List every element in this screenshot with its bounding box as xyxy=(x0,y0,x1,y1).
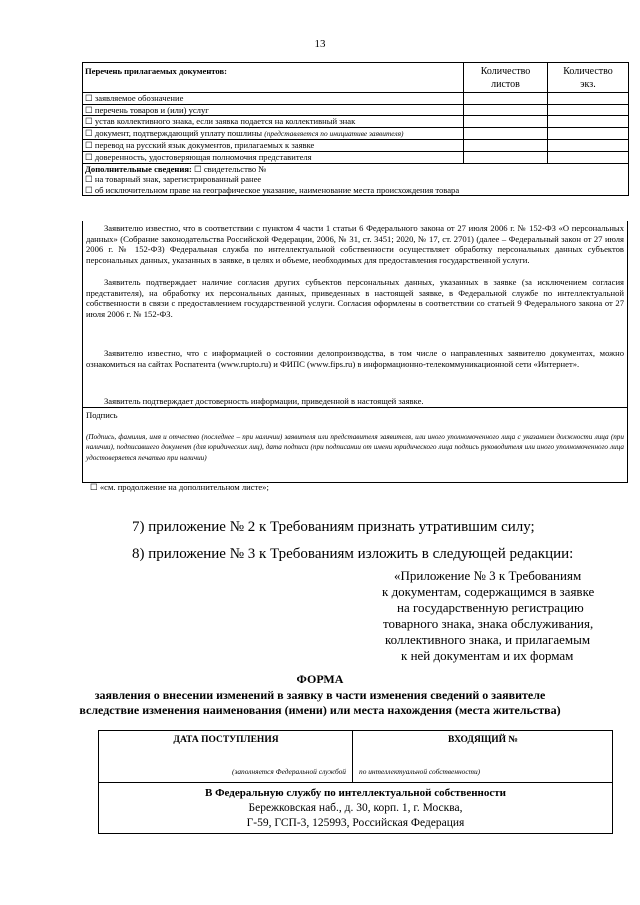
form-subtitle-1: заявления о внесении изменений в заявку в части изменения сведений о заявителе xyxy=(94,688,546,702)
paragraph-status-info: Заявителю известно, что с информацией о состоянии делопроизводства, в том числе о направленных заявителю документах, можно ознакомиться на сайтах Роспатента (www.rupto.ru) и ФИПС (www.fips.ru) в информационно-телекоммуникационной сети «Интернет». xyxy=(86,348,624,369)
copies-column-header: Количество экз. xyxy=(548,63,629,93)
paragraph-consent: Заявитель подтверждает наличие согласия других субъектов персональных данных, указанных в заявке (за исключением согласия представителя), на обработку их персональных данных, приведенных в настоящей заявке, в Федеральной службе по интеллектуальной собственности в связи с предоставлением государственной услуги. Согласия оформлены в соответствии со статьей 9 Федерального закона от 27 июля 2006 г. № 152-ФЗ. xyxy=(86,277,624,319)
addressee-block: В Федеральную службу по интеллектуальной собственности Бережковская наб., д. 30, корп. 1, г. Москва, Г-59, ГСП-3, 125993, Российская Федерация xyxy=(99,783,613,834)
doc-row[interactable]: ☐ устав коллективного знака, если заявка подается на коллективный знак xyxy=(83,116,464,128)
sheets-column-header: Количество листов xyxy=(464,63,548,93)
paragraph-personal-data: Заявителю известно, что в соответствии с пунктом 4 части 1 статьи 6 Федерального закона от 27 июля 2006 г. № 152-ФЗ «О персональных данных» (Собрание законодательства Российской Федерации, 2006, № 31, ст. 3451; 2020, № 17, ст. 2701) (далее – Федеральный закон от 27 июля 2006 г. № 152-ФЗ) Федеральная служба по интеллектуальной собственности осуществляет обработку персональных данных субъектов персональных данных, указанных в заявке, в целях и объеме, необходимых для предоставления государственной услуги. xyxy=(86,223,624,265)
paragraph-accuracy: Заявитель подтверждает достоверность информации, приведенной в настоящей заявке. xyxy=(104,396,424,406)
checkbox-registered[interactable]: ☐ на товарный знак, зарегистрированный ранее xyxy=(85,174,262,185)
additional-info: Дополнительные сведения: ☐ свидетельство № ☐ на товарный знак, зарегистрированный ранее ☐ об исключительном праве на географическое указание, наименование места происхождения товара xyxy=(83,163,629,196)
doc-row[interactable]: ☐ заявляемое обозначение xyxy=(83,93,464,105)
doc-row[interactable]: ☐ перечень товаров и (или) услуг xyxy=(83,104,464,116)
form-header-box xyxy=(98,730,613,834)
consent-section xyxy=(82,221,628,483)
continuation-checkbox[interactable]: ☐ «см. продолжение на дополнительном листе»; xyxy=(90,482,269,492)
documents-header: Перечень прилагаемых документов: xyxy=(83,63,464,93)
doc-row[interactable]: ☐ документ, подтверждающий уплату пошлины (представляется по инициативе заявителя) xyxy=(83,127,464,140)
signature-note: (Подпись, фамилия, имя и отчество (последнее – при наличии) заявителя или представителя заявителя, или иного уполномоченного лица с указанием должности лица (при наличии), подписавшего документ (для юридических лиц), дата подписи (при подписании от имени юридического лица подпись руководителя или иного уполномоченного лица удостоверяется печатью при наличии) xyxy=(86,433,624,462)
form-subtitle-2: вследствие изменения наименования (имени) или места нахождения (места жительства) xyxy=(79,703,561,717)
item-7: 7) приложение № 2 к Требованиям признать утратившим силу; xyxy=(132,519,535,535)
signature-label: Подпись xyxy=(86,410,118,420)
form-title: ФОРМА xyxy=(296,672,344,686)
item-8: 8) приложение № 3 к Требованиям изложить в следующей редакции: xyxy=(132,546,574,562)
receipt-date-cell[interactable]: ДАТА ПОСТУПЛЕНИЯ (заполняется Федеральной службой xyxy=(99,731,353,783)
doc-row[interactable]: ☐ перевод на русский язык документов, прилагаемых к заявке xyxy=(83,140,464,152)
doc-row[interactable]: ☐ доверенность, удостоверяющая полномочия представителя xyxy=(83,151,464,163)
documents-table xyxy=(82,62,629,196)
checkbox-certificate[interactable]: ☐ свидетельство № xyxy=(193,163,267,174)
page-number: 13 xyxy=(314,38,326,50)
checkbox-geo-indication[interactable]: ☐ об исключительном праве на географическое указание, наименование места происхождения товара xyxy=(85,184,460,195)
incoming-number-cell[interactable]: ВХОДЯЩИЙ № по интеллектуальной собственности) xyxy=(353,731,613,783)
